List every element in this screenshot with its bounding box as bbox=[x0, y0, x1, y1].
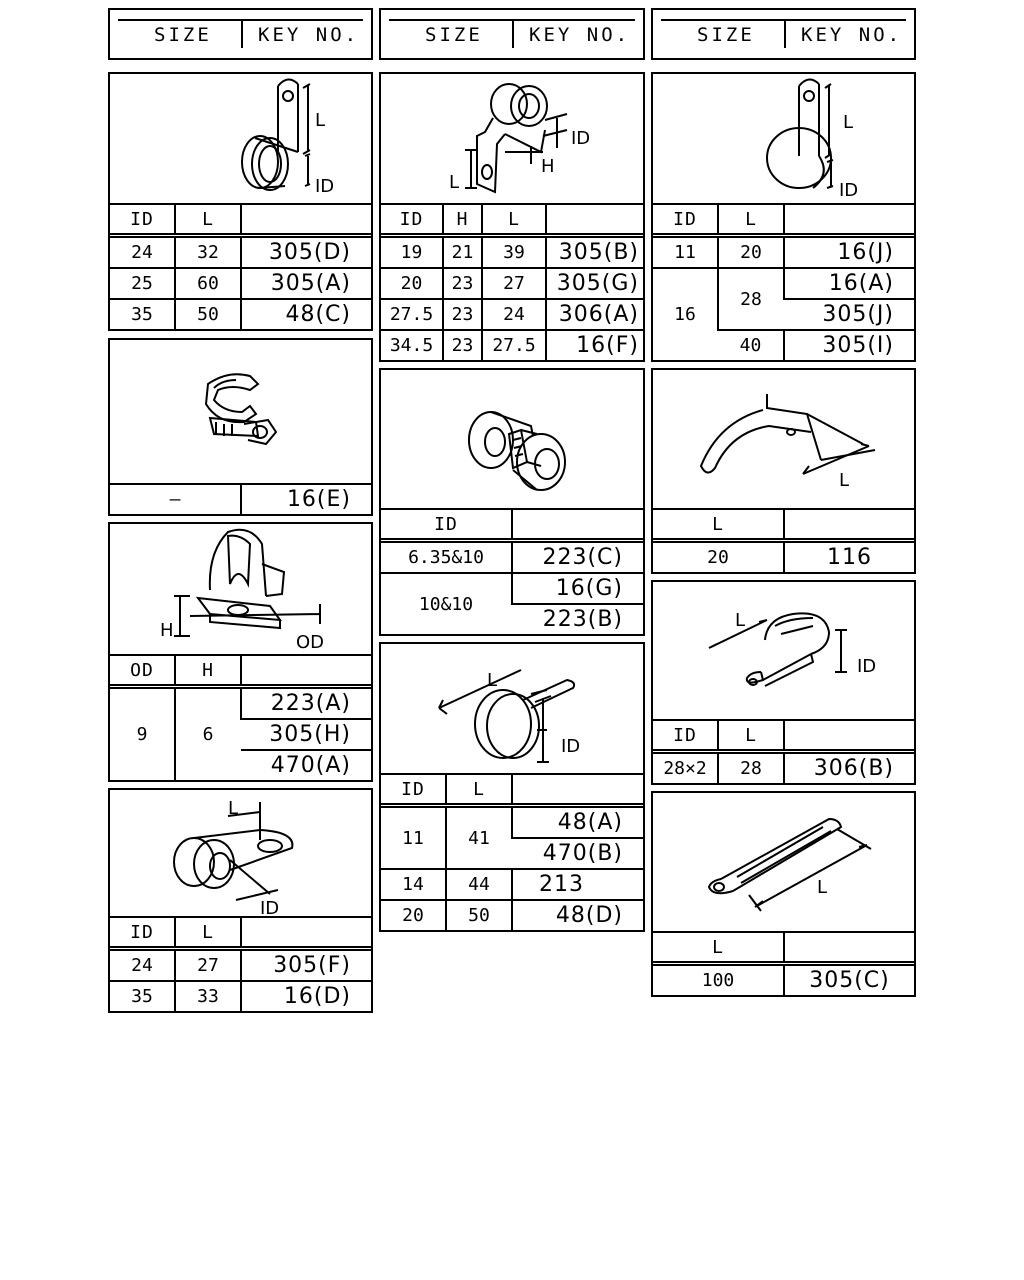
size-cell: 6 bbox=[175, 687, 241, 781]
clamp-illustration bbox=[110, 74, 371, 210]
key-no-cell: 16(A) bbox=[784, 268, 914, 299]
size-cell: 28×2 bbox=[653, 752, 718, 784]
size-cell: 33 bbox=[175, 981, 241, 1011]
col-head: H bbox=[443, 204, 482, 236]
dim-label: ID bbox=[839, 180, 859, 201]
key-no-cell: 16(D) bbox=[241, 981, 371, 1011]
size-cell: 28 bbox=[718, 268, 784, 330]
size-cell: 20 bbox=[718, 236, 784, 269]
size-cell: 20 bbox=[381, 900, 446, 930]
size-header: SIZE bbox=[154, 24, 212, 46]
key-no-cell: 213 bbox=[512, 869, 643, 900]
clamp-illustration bbox=[110, 790, 371, 926]
key-no-cell: 305(H) bbox=[241, 719, 371, 750]
col-head bbox=[512, 509, 643, 541]
key-no-cell: 305(J) bbox=[784, 299, 914, 330]
size-cell: 60 bbox=[175, 268, 241, 299]
table-row bbox=[653, 541, 914, 573]
size-cell: 20 bbox=[381, 268, 443, 299]
size-cell: 19 bbox=[381, 236, 443, 269]
size-table bbox=[110, 916, 371, 1011]
size-cell: — bbox=[110, 484, 241, 514]
key-no-cell: 16(E) bbox=[241, 484, 371, 514]
clamp-illustration bbox=[381, 74, 643, 210]
size-cell: 50 bbox=[446, 900, 512, 930]
size-cell: 40 bbox=[718, 330, 784, 360]
size-cell: 23 bbox=[443, 330, 482, 360]
col-head bbox=[784, 932, 914, 964]
dim-label: ID bbox=[857, 656, 877, 677]
part-panel-double-clamp bbox=[651, 580, 916, 785]
clip-illustration bbox=[110, 340, 371, 486]
size-table bbox=[110, 654, 371, 780]
table-row bbox=[381, 541, 643, 574]
dim-label: L bbox=[449, 172, 460, 193]
size-table bbox=[381, 203, 643, 360]
key-no-cell: 470(B) bbox=[512, 838, 643, 869]
col-head: ID bbox=[381, 509, 512, 541]
size-cell: 32 bbox=[175, 236, 241, 269]
key-no-cell: 305(B) bbox=[546, 236, 643, 269]
col-head bbox=[512, 774, 643, 806]
key-no-cell: 16(J) bbox=[784, 236, 914, 269]
part-panel-bracket bbox=[651, 368, 916, 574]
col-head: L bbox=[446, 774, 512, 806]
header-size-key-col1 bbox=[108, 8, 373, 60]
dim-label: ID bbox=[315, 176, 335, 197]
key-no-cell: 470(A) bbox=[241, 750, 371, 780]
part-panel-double-clip bbox=[379, 368, 645, 636]
col-head bbox=[784, 204, 914, 236]
key-no-cell: 48(C) bbox=[241, 299, 371, 329]
part-panel-clamp-single bbox=[108, 72, 373, 331]
col-head: L bbox=[653, 932, 784, 964]
col-head: L bbox=[175, 917, 241, 949]
col-head bbox=[241, 655, 371, 687]
part-panel-clip-od bbox=[108, 522, 373, 782]
table-row bbox=[381, 869, 643, 900]
size-cell: 24 bbox=[110, 236, 175, 269]
table-row bbox=[381, 330, 643, 360]
strap-illustration bbox=[653, 793, 914, 936]
size-cell: 41 bbox=[446, 806, 512, 870]
part-panel-clamp-tab bbox=[108, 788, 373, 1013]
table-row bbox=[381, 900, 643, 930]
size-cell: 27 bbox=[175, 949, 241, 982]
col-head bbox=[784, 509, 914, 541]
size-cell: 11 bbox=[381, 806, 446, 870]
table-row bbox=[110, 484, 371, 514]
col-head: ID bbox=[381, 204, 443, 236]
table-row bbox=[110, 268, 371, 299]
key-no-cell: 306(A) bbox=[546, 299, 643, 330]
col-head: ID bbox=[381, 774, 446, 806]
size-cell: 20 bbox=[653, 541, 784, 573]
key-no-cell: 306(B) bbox=[784, 752, 914, 784]
key-no-cell: 305(A) bbox=[241, 268, 371, 299]
clamp-illustration bbox=[653, 74, 914, 210]
size-cell: 100 bbox=[653, 964, 784, 996]
size-cell: 25 bbox=[110, 268, 175, 299]
size-cell: 27.5 bbox=[381, 299, 443, 330]
table-row bbox=[110, 981, 371, 1011]
size-cell: 39 bbox=[482, 236, 546, 269]
size-cell: 50 bbox=[175, 299, 241, 329]
part-panel-clamp-offset bbox=[379, 72, 645, 362]
part-panel-clamp-loop bbox=[651, 72, 916, 362]
size-table bbox=[110, 203, 371, 329]
table-row bbox=[381, 299, 643, 330]
col-head: L bbox=[175, 204, 241, 236]
col-head bbox=[241, 917, 371, 949]
table-row bbox=[653, 752, 914, 784]
key-no-cell: 305(F) bbox=[241, 949, 371, 982]
size-cell: 16 bbox=[653, 268, 718, 360]
clip-illustration bbox=[110, 524, 371, 660]
table-row bbox=[381, 236, 643, 269]
table-row bbox=[110, 236, 371, 269]
table-row bbox=[110, 299, 371, 329]
dim-label: ID bbox=[260, 898, 280, 919]
col-head: L bbox=[718, 720, 784, 752]
dim-label: L bbox=[228, 798, 239, 819]
dim-label: L bbox=[817, 877, 828, 898]
key-no-cell: 16(F) bbox=[546, 330, 643, 360]
key-no-cell: 116 bbox=[784, 541, 914, 573]
col-head: ID bbox=[110, 204, 175, 236]
size-table bbox=[653, 931, 914, 995]
key-no-cell: 305(D) bbox=[241, 236, 371, 269]
header-size-key-col2 bbox=[379, 8, 645, 60]
col-head: ID bbox=[110, 917, 175, 949]
bracket-illustration bbox=[653, 370, 914, 514]
col-head: H bbox=[175, 655, 241, 687]
size-cell: 10&10 bbox=[381, 573, 512, 634]
part-panel-strap bbox=[651, 791, 916, 997]
size-cell: 21 bbox=[443, 236, 482, 269]
size-cell: 23 bbox=[443, 299, 482, 330]
size-table bbox=[653, 719, 914, 783]
dim-label: OD bbox=[296, 632, 325, 653]
col-head: ID bbox=[653, 204, 718, 236]
dim-label: L bbox=[487, 670, 498, 691]
key-no-cell: 16(G) bbox=[512, 573, 643, 604]
dim-label: L bbox=[315, 110, 326, 131]
key-no-cell: 223(C) bbox=[512, 541, 643, 574]
table-row bbox=[381, 268, 643, 299]
key-no-header: KEY NO. bbox=[258, 24, 360, 46]
key-no-cell: 48(D) bbox=[512, 900, 643, 930]
size-cell: 44 bbox=[446, 869, 512, 900]
col-head: L bbox=[482, 204, 546, 236]
size-cell: 14 bbox=[381, 869, 446, 900]
col-head: OD bbox=[110, 655, 175, 687]
clip-illustration bbox=[381, 370, 643, 514]
table-row bbox=[653, 964, 914, 996]
size-cell: 6.35&10 bbox=[381, 541, 512, 574]
size-table bbox=[110, 483, 371, 514]
size-cell: 11 bbox=[653, 236, 718, 269]
key-no-cell: 223(A) bbox=[241, 687, 371, 720]
size-table bbox=[653, 203, 914, 360]
size-cell: 35 bbox=[110, 981, 175, 1011]
table-row bbox=[110, 687, 371, 720]
key-no-cell: 48(A) bbox=[512, 806, 643, 839]
col-head: L bbox=[653, 509, 784, 541]
size-header: SIZE bbox=[697, 24, 755, 46]
key-no-cell: 223(B) bbox=[512, 604, 643, 634]
size-table bbox=[653, 508, 914, 572]
clamp-illustration bbox=[653, 582, 914, 725]
dim-label: H bbox=[541, 156, 555, 177]
size-cell: 24 bbox=[110, 949, 175, 982]
size-cell: 34.5 bbox=[381, 330, 443, 360]
header-size-key-col3 bbox=[651, 8, 916, 60]
key-no-cell: 305(G) bbox=[546, 268, 643, 299]
table-row bbox=[381, 806, 643, 839]
part-panel-band-clamp bbox=[379, 642, 645, 932]
key-no-cell: 305(C) bbox=[784, 964, 914, 996]
col-head bbox=[784, 720, 914, 752]
dim-label: L bbox=[843, 112, 854, 133]
size-cell: 35 bbox=[110, 299, 175, 329]
size-table bbox=[381, 773, 643, 930]
col-head bbox=[241, 204, 371, 236]
dim-label: L bbox=[735, 610, 746, 631]
size-cell: 27.5 bbox=[482, 330, 546, 360]
dim-label: ID bbox=[571, 128, 591, 149]
col-head bbox=[546, 204, 643, 236]
size-cell: 27 bbox=[482, 268, 546, 299]
key-no-header: KEY NO. bbox=[801, 24, 903, 46]
table-row bbox=[381, 573, 643, 604]
size-cell: 23 bbox=[443, 268, 482, 299]
size-cell: 9 bbox=[110, 687, 175, 781]
key-no-cell: 305(I) bbox=[784, 330, 914, 360]
size-header: SIZE bbox=[425, 24, 483, 46]
dim-label: ID bbox=[561, 736, 581, 757]
size-table bbox=[381, 508, 643, 634]
dim-label: H bbox=[160, 620, 174, 641]
key-no-header: KEY NO. bbox=[529, 24, 631, 46]
dim-label: L bbox=[839, 470, 850, 491]
col-head: L bbox=[718, 204, 784, 236]
table-row bbox=[110, 949, 371, 982]
size-cell: 28 bbox=[718, 752, 784, 784]
size-cell: 24 bbox=[482, 299, 546, 330]
part-panel-clip-e bbox=[108, 338, 373, 516]
table-row bbox=[653, 268, 914, 299]
col-head: ID bbox=[653, 720, 718, 752]
table-row bbox=[653, 236, 914, 269]
clamp-illustration bbox=[381, 644, 643, 780]
